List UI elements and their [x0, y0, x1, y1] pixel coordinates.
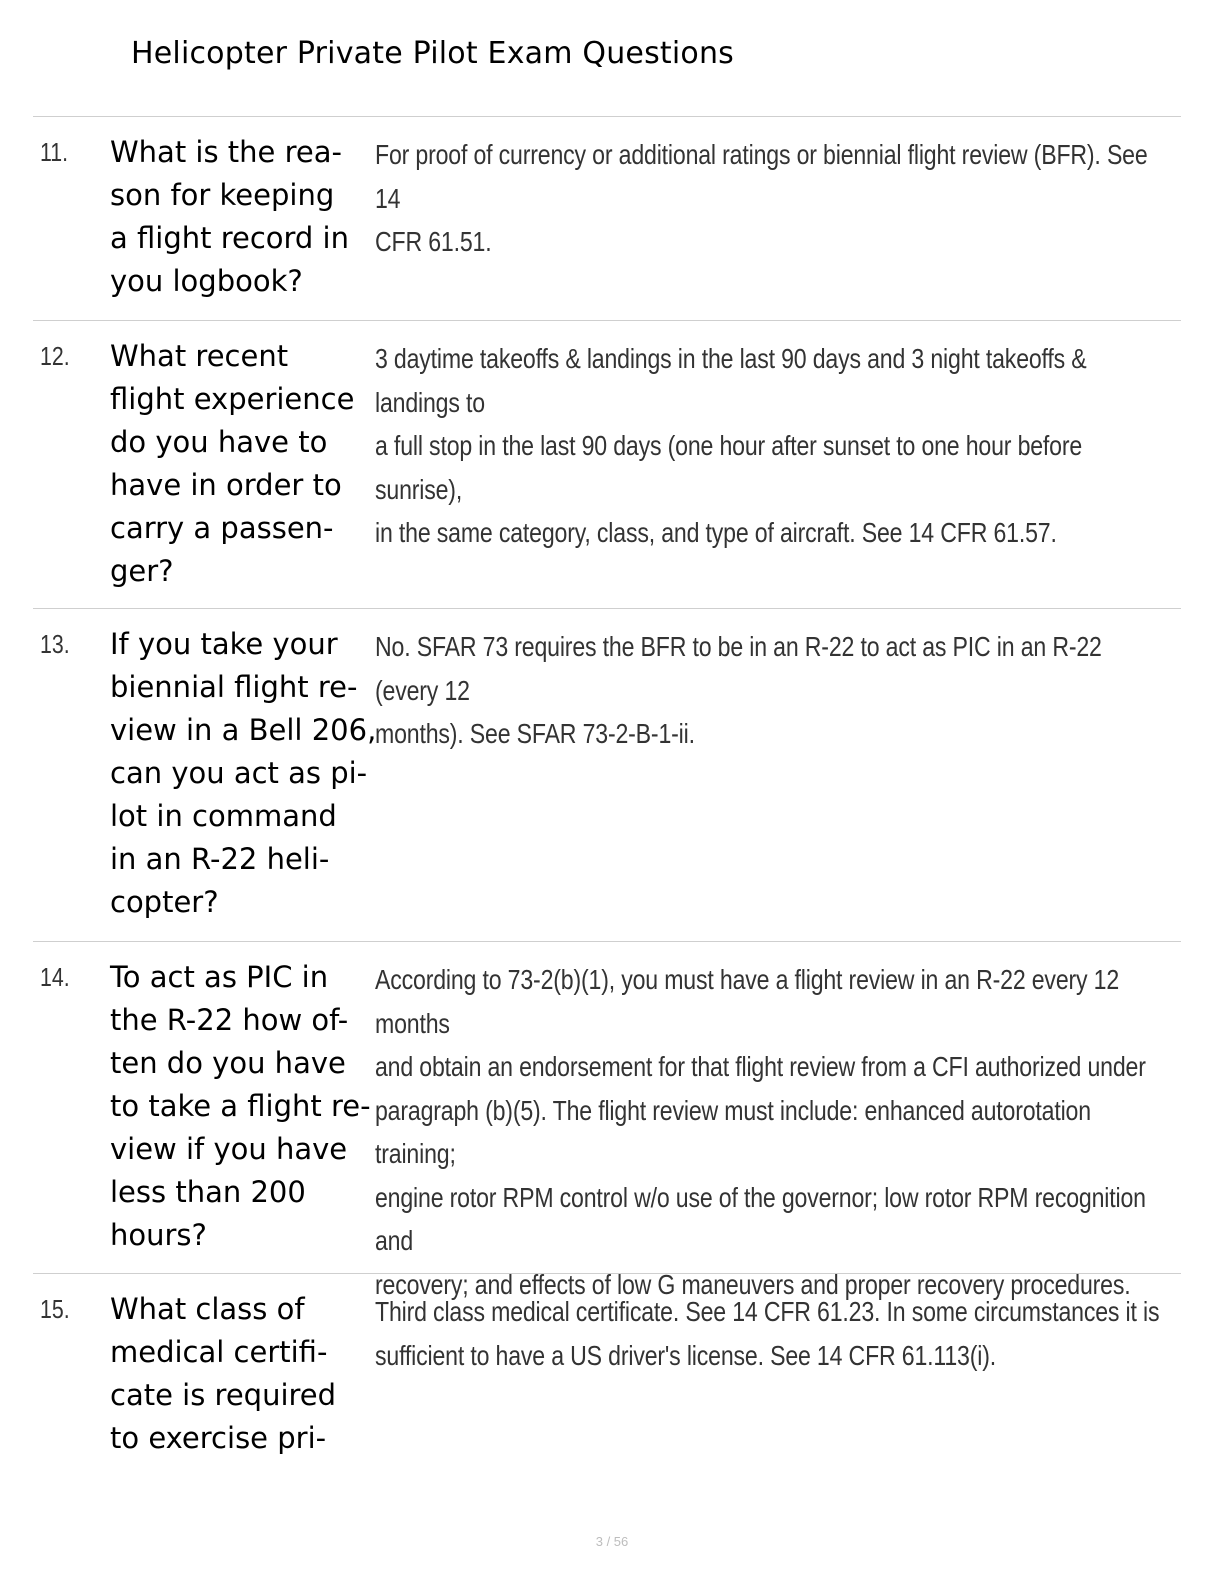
question-row [33, 608, 1181, 941]
question-row [33, 320, 1181, 608]
question-number: 14. [40, 962, 70, 992]
question-text: What class of medical certifi- cate is required to exercise pri- [110, 1292, 337, 1455]
question-text: What recent flight experience do you have to have in order to carry a passen- ger? [110, 339, 355, 588]
page-number: 3 / 56 [595, 1534, 629, 1549]
question-number: 12. [40, 341, 70, 371]
answer-text: 3 daytime takeoffs & landings in the last 90 days and 3 night takeoffs & landings to a full stop in the last 90 days (one hour after sunset to one hour before sunrise), in the same category, class, and type of aircraft. See 14 CFR 61.57. [375, 343, 1087, 548]
question-text: If you take your biennial flight re- view in a Bell 206, can you act as pi- lot in command in an R-22 heli- copter? [110, 627, 377, 919]
answer-text: According to 73-2(b)(1), you must have a flight review in an R-22 every 12 months and obtain an endorsement for that flight review from a CFI authorized under paragraph (b)(5). The flight review must include: enhanced autorotation training; engine rotor RPM control w/o use of the governor; low rotor RPM recognition and recovery; and effects of low G maneuvers and proper recovery procedures. [375, 964, 1146, 1300]
answer-text: For proof of currency or additional ratings or biennial flight review (BFR). See 14 CFR 61.51. [375, 139, 1148, 257]
answer-text: No. SFAR 73 requires the BFR to be in an R-22 to act as PIC in an R-22 (every 12 months). See SFAR 73-2-B-1-ii. [375, 631, 1102, 749]
question-row [33, 116, 1181, 320]
question-number: 13. [40, 629, 70, 659]
question-row [33, 1273, 1181, 1473]
question-number: 15. [40, 1294, 70, 1324]
question-list [33, 116, 1181, 1473]
question-row [33, 941, 1181, 1300]
answer-text: Third class medical certificate. See 14 CFR 61.23. In some circumstances it is sufficient to have a US driver's license. See 14 CFR 61.113(i). [375, 1296, 1160, 1371]
page-title: Helicopter Private Pilot Exam Questions [131, 36, 735, 71]
question-number: 11. [40, 137, 69, 167]
question-text: To act as PIC in the R-22 how of- ten do you have to take a flight re- view if you have less than 200 hours? [110, 960, 371, 1252]
question-text: What is the rea- son for keeping a flight record in you logbook? [110, 135, 349, 298]
